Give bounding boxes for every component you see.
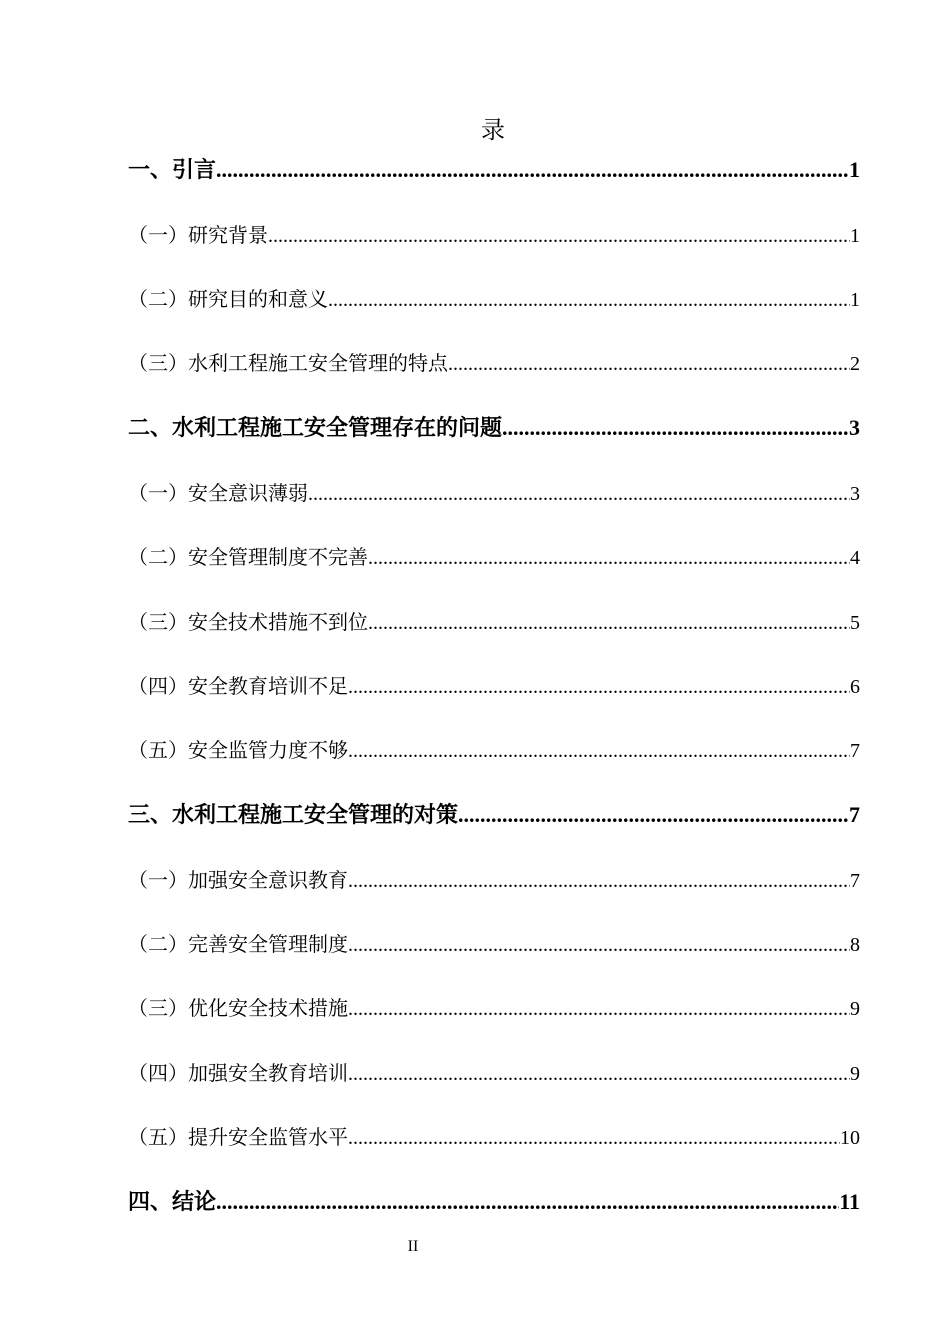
toc-entry-page: 11 — [839, 1189, 860, 1214]
toc-entry-label: （五）提升安全监管水平 — [128, 1125, 348, 1149]
toc-entry-label: （一）加强安全意识教育 — [128, 868, 348, 892]
toc-entry-label: （三）水利工程施工安全管理的特点 — [128, 351, 448, 375]
toc-entry-label: （三）优化安全技术措施 — [128, 996, 348, 1020]
toc-entry-label: （四）安全教育培训不足 — [128, 674, 348, 698]
toc-entry-page: 7 — [850, 740, 860, 762]
toc-leader-dots — [368, 612, 850, 635]
toc-entry-label: 二、水利工程施工安全管理存在的问题 — [128, 416, 503, 441]
toc-entry-page: 6 — [850, 676, 860, 698]
toc-entry-2-1[interactable] — [128, 477, 860, 511]
toc-entry-3-1[interactable] — [128, 864, 860, 898]
toc-entry-countermeasures[interactable] — [128, 798, 860, 832]
toc-leader-dots — [348, 740, 850, 763]
toc-entry-label: （二）完善安全管理制度 — [128, 932, 348, 956]
toc-entry-page: 7 — [849, 802, 860, 827]
toc-entry-label: 一、引言 — [128, 158, 217, 183]
toc-entry-2-5[interactable] — [128, 734, 860, 768]
toc-entry-1-3[interactable] — [128, 347, 860, 381]
toc-leader-dots — [348, 676, 850, 699]
toc-leader-dots — [502, 415, 849, 441]
toc-leader-dots — [448, 353, 850, 376]
page-title: 录 — [481, 116, 505, 144]
toc-entry-page: 4 — [850, 547, 860, 569]
toc-leader-dots — [328, 289, 850, 312]
toc-leader-dots — [368, 547, 850, 570]
toc-entry-page: 5 — [850, 612, 860, 634]
toc-leader-dots — [348, 934, 850, 957]
toc-leader-dots — [348, 1063, 850, 1086]
toc-entry-label: （三）安全技术措施不到位 — [128, 610, 368, 634]
toc-entry-1-2[interactable] — [128, 283, 860, 317]
toc-leader-dots — [268, 225, 850, 248]
toc-entry-3-3[interactable] — [128, 992, 860, 1026]
toc-entry-2-4[interactable] — [128, 670, 860, 704]
toc-entry-2-3[interactable] — [128, 606, 860, 640]
toc-entry-intro[interactable] — [128, 153, 860, 187]
toc-entry-page: 1 — [850, 225, 860, 247]
toc-entry-label: （一）安全意识薄弱 — [128, 481, 308, 505]
toc-entry-problems[interactable] — [128, 411, 860, 445]
toc-entry-page: 10 — [840, 1127, 860, 1149]
toc-entry-2-2[interactable] — [128, 541, 860, 575]
toc-entry-page: 2 — [850, 353, 860, 375]
toc-entry-page: 1 — [850, 289, 860, 311]
toc-entry-label: （二）研究目的和意义 — [128, 287, 328, 311]
toc-entry-label: 三、水利工程施工安全管理的对策 — [128, 803, 459, 828]
toc-entry-3-4[interactable] — [128, 1057, 860, 1091]
toc-entry-conclusion[interactable] — [128, 1185, 860, 1219]
toc-entry-label: （二）安全管理制度不完善 — [128, 545, 368, 569]
toc-entry-1-1[interactable] — [128, 219, 860, 253]
toc-leader-dots — [348, 1127, 840, 1150]
toc-entry-label: （一）研究背景 — [128, 223, 268, 247]
toc-entry-3-2[interactable] — [128, 928, 860, 962]
page-number: II — [407, 1238, 419, 1255]
toc-entry-page: 9 — [850, 998, 860, 1020]
toc-leader-dots — [216, 157, 849, 183]
toc-entry-3-5[interactable] — [128, 1121, 860, 1155]
toc-entry-label: 四、结论 — [128, 1190, 217, 1215]
toc-entry-page: 3 — [850, 483, 860, 505]
toc-entry-label: （四）加强安全教育培训 — [128, 1061, 348, 1085]
toc-leader-dots — [308, 483, 850, 506]
toc-entry-page: 7 — [850, 870, 860, 892]
toc-entry-page: 1 — [849, 157, 860, 182]
toc-entry-page: 8 — [850, 934, 860, 956]
toc-leader-dots — [458, 802, 849, 828]
toc-leader-dots — [348, 870, 850, 893]
toc-entry-page: 3 — [849, 415, 860, 440]
toc-leader-dots — [348, 998, 850, 1021]
toc-leader-dots — [216, 1189, 839, 1215]
toc-entry-page: 9 — [850, 1063, 860, 1085]
toc-entry-label: （五）安全监管力度不够 — [128, 738, 348, 762]
